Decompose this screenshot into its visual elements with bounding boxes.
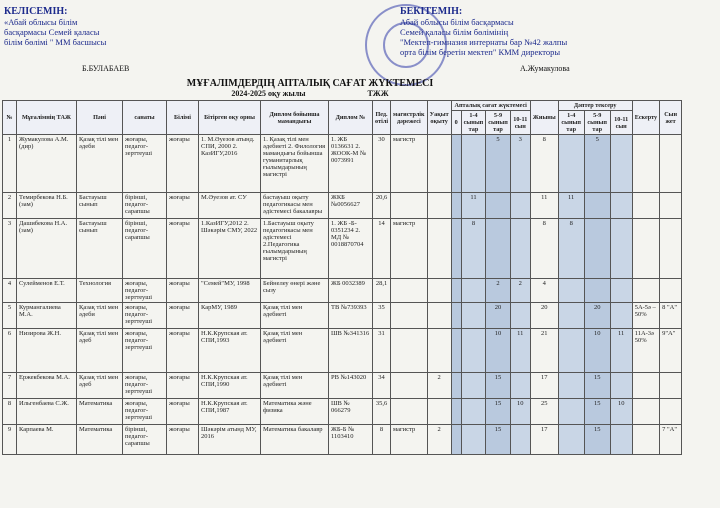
table-row	[3, 373, 682, 399]
cell-a: 11	[461, 193, 486, 219]
cell-z	[451, 329, 461, 373]
cell-mag: магистр	[391, 135, 428, 193]
cell-ped: 31	[373, 329, 391, 373]
cell-cat: жоғары, педагог-зерттеуші	[123, 279, 167, 303]
approval-left-title: КЕЛІСЕМІН:	[4, 6, 68, 17]
cell-x	[660, 373, 682, 399]
cell-e	[584, 193, 610, 219]
cell-f	[610, 219, 632, 279]
cell-c	[510, 425, 530, 455]
cell-edu: жоғары	[167, 279, 199, 303]
cell-ped: 28,1	[373, 279, 391, 303]
cell-name: Ильгенбаева С.Ж.	[17, 399, 77, 425]
cell-n: 4	[3, 279, 17, 303]
approval-right-signer: А.Жумакулова	[520, 64, 570, 73]
cell-n: 7	[3, 373, 17, 399]
cell-spec: 1.Бастауыш оқыту педагогикасы мен әдістемесі 2.Педагогика ғылымдарының магистрі	[261, 219, 329, 279]
cell-note	[632, 135, 659, 193]
cell-name: Сулейменов Е.Т.	[17, 279, 77, 303]
cell-edu: жоғары	[167, 303, 199, 329]
approval-left-line1: «Абай облысы білім	[4, 17, 78, 27]
cell-s: 8	[530, 219, 558, 279]
cell-edu: жоғары	[167, 329, 199, 373]
cell-mag	[391, 303, 428, 329]
col-experience: Пед. өтілі	[373, 101, 391, 135]
cell-f: 11	[610, 329, 632, 373]
table-group-header	[3, 101, 682, 111]
cell-school: Шәкәрім атынд МУ, 2016	[199, 425, 261, 455]
cell-subject: Математика	[77, 399, 123, 425]
cell-a	[461, 135, 486, 193]
cell-s: 20	[530, 303, 558, 329]
approval-left	[4, 6, 154, 47]
cell-z	[451, 135, 461, 193]
cell-d	[558, 425, 584, 455]
col-education: Білімі	[167, 101, 199, 135]
cell-c: 10	[510, 399, 530, 425]
cell-n: 9	[3, 425, 17, 455]
cell-n: 2	[3, 193, 17, 219]
approval-left-signer: Б.БУЛАБАЕВ	[82, 64, 130, 73]
cell-subject: Бастауыш сынып	[77, 219, 123, 279]
cell-spec: Қазақ тілі мен әдебиеті	[261, 373, 329, 399]
col-n-5-9: 5-9 сынып тар	[584, 111, 610, 135]
approval-right-line4: орта білім беретін мектеп" КММ директоры	[400, 47, 561, 57]
group-notebook: Дәптер тексеру	[558, 101, 632, 111]
cell-edu: жоғары	[167, 135, 199, 193]
cell-b: 15	[486, 373, 511, 399]
cell-note	[632, 279, 659, 303]
academic-year: 2024-2025 оқу жылы	[231, 89, 306, 98]
cell-name: Ержекбекова М.А.	[17, 373, 77, 399]
cell-subject: Бастауыш сынып	[77, 193, 123, 219]
cell-n: 1	[3, 135, 17, 193]
cell-mag	[391, 279, 428, 303]
cell-spec: Қазақ тілі мен әдебиеті	[261, 329, 329, 373]
cell-t	[427, 279, 451, 303]
cell-school: "Семей"МУ, 1998	[199, 279, 261, 303]
approval-right-line1: Абай облысы білім басқармасы	[400, 17, 514, 27]
cell-e: 15	[584, 399, 610, 425]
cell-ped: 14	[373, 219, 391, 279]
cell-cat: бірінші, педагог-сарапшы	[123, 219, 167, 279]
cell-a	[461, 303, 486, 329]
cell-dip: ЖБ 0032389	[329, 279, 373, 303]
cell-x: 9"А"	[660, 329, 682, 373]
cell-edu: жоғары	[167, 219, 199, 279]
cell-mag: магистр	[391, 425, 428, 455]
table-row	[3, 303, 682, 329]
cell-school: Н.К.Крупская ат. СПИ,1987	[199, 399, 261, 425]
col-specialty: Диплом бойынша мамандығы	[261, 101, 329, 135]
cell-c	[510, 219, 530, 279]
cell-d	[558, 329, 584, 373]
cell-d: 8	[558, 219, 584, 279]
cell-cat: жоғары, педагог-зерттеуші	[123, 399, 167, 425]
approval-left-line2: басқармасы Семей қаласы	[4, 27, 100, 37]
cell-f: 10	[610, 399, 632, 425]
col-teacher: Мұғалімнің ТАЖ	[17, 101, 77, 135]
cell-b	[486, 193, 511, 219]
col-w-5-9: 5-9 сынып тар	[486, 111, 511, 135]
cell-name: Жумакулова А.М. (дир)	[17, 135, 77, 193]
cell-n: 6	[3, 329, 17, 373]
cell-d: 11	[558, 193, 584, 219]
col-diploma: Диплом №	[329, 101, 373, 135]
col-no: №	[3, 101, 17, 135]
cell-a	[461, 279, 486, 303]
cell-d	[558, 279, 584, 303]
cell-note: 11А-3ә 50%	[632, 329, 659, 373]
cell-s: 17	[530, 373, 558, 399]
cell-name: Темирбекова Н.Б. (зам)	[17, 193, 77, 219]
cell-t	[427, 135, 451, 193]
cell-ped: 30	[373, 135, 391, 193]
cell-f	[610, 373, 632, 399]
cell-dip: 1. ЖБ -Б- 0351234 2. МД № 0018870704	[329, 219, 373, 279]
col-master: магистрлік дәрежесі	[391, 101, 428, 135]
table-row	[3, 135, 682, 193]
cell-a	[461, 425, 486, 455]
cell-b: 10	[486, 329, 511, 373]
cell-name: Карпаева М.	[17, 425, 77, 455]
cell-a	[461, 329, 486, 373]
col-n-10-11: 10-11 сын	[610, 111, 632, 135]
cell-x	[660, 279, 682, 303]
cell-school: 1.КазИГУ,2012 2. Шәкәрім СМУ, 2022	[199, 219, 261, 279]
cell-school: Н.К.Крупская ат. СПИ,1993	[199, 329, 261, 373]
cell-e: 20	[584, 303, 610, 329]
cell-school: 1. М.Әуезов атынд. СПИ, 2000 2. КазИГУ,2016	[199, 135, 261, 193]
page-subtitle	[0, 89, 620, 98]
cell-c: 11	[510, 329, 530, 373]
cell-subject: Қазақ тілі мен әдеби	[77, 135, 123, 193]
cell-n: 5	[3, 303, 17, 329]
cell-edu: жоғары	[167, 399, 199, 425]
cell-b: 5	[486, 135, 511, 193]
cell-dip: 1. ЖБ 0136631 2. ЖООК-М № 0073991	[329, 135, 373, 193]
cell-e	[584, 219, 610, 279]
cell-spec: Математика және физика	[261, 399, 329, 425]
cell-a: 8	[461, 219, 486, 279]
cell-s: 8	[530, 135, 558, 193]
cell-mag	[391, 329, 428, 373]
table-row	[3, 193, 682, 219]
cell-c: 2	[510, 279, 530, 303]
cell-spec: Бейнелеу өнері және сызу	[261, 279, 329, 303]
cell-name: Дашибекова Н.А. (зам)	[17, 219, 77, 279]
cell-ped: 34	[373, 373, 391, 399]
subtitle-right: ТЖЖ	[367, 89, 389, 98]
cell-b: 20	[486, 303, 511, 329]
cell-a	[461, 373, 486, 399]
cell-x	[660, 399, 682, 425]
cell-mag: магистр	[391, 219, 428, 279]
cell-note	[632, 373, 659, 399]
cell-mag	[391, 373, 428, 399]
cell-t	[427, 329, 451, 373]
cell-t	[427, 303, 451, 329]
cell-subject: Қазақ тілі мен әдеби	[77, 303, 123, 329]
cell-b: 15	[486, 399, 511, 425]
table-row	[3, 219, 682, 279]
col-w-1-4: 1-4 сынып тар	[461, 111, 486, 135]
cell-note: 5А-5ә – 50%	[632, 303, 659, 329]
cell-cat: жоғары, педагог-зерттеуші	[123, 373, 167, 399]
approval-right-line3: "Мектеп-гимназия интернаты бар №42 жалпы	[400, 37, 568, 47]
cell-t: 2	[427, 373, 451, 399]
cell-d	[558, 135, 584, 193]
cell-e: 10	[584, 329, 610, 373]
cell-f	[610, 303, 632, 329]
cell-spec: Математика бакалавр	[261, 425, 329, 455]
table-row	[3, 279, 682, 303]
cell-b	[486, 219, 511, 279]
cell-x	[660, 219, 682, 279]
col-note: Ескерту	[632, 101, 659, 135]
cell-school: КарМУ, 1989	[199, 303, 261, 329]
approval-right-line2: Семей қаласы білім бөлімінің	[400, 27, 509, 37]
cell-edu: жоғары	[167, 193, 199, 219]
cell-s: 25	[530, 399, 558, 425]
cell-f	[610, 425, 632, 455]
cell-b: 2	[486, 279, 511, 303]
cell-z	[451, 399, 461, 425]
cell-f	[610, 135, 632, 193]
cell-n: 8	[3, 399, 17, 425]
cell-name: Курмангалиева М.А.	[17, 303, 77, 329]
table-row	[3, 399, 682, 425]
cell-school: Н.К.Крупская ат. СПИ,1990	[199, 373, 261, 399]
cell-x	[660, 193, 682, 219]
cell-z	[451, 373, 461, 399]
cell-note	[632, 425, 659, 455]
col-w-10-11: 10-11 сын	[510, 111, 530, 135]
cell-f	[610, 279, 632, 303]
cell-ped: 20,6	[373, 193, 391, 219]
cell-edu: жоғары	[167, 373, 199, 399]
cell-mag	[391, 399, 428, 425]
cell-d	[558, 373, 584, 399]
cell-s: 11	[530, 193, 558, 219]
cell-spec: Қазақ тілі мен әдебиеті	[261, 303, 329, 329]
cell-z	[451, 193, 461, 219]
cell-edu: жоғары	[167, 425, 199, 455]
cell-cat: жоғары, педагог-зерттеуші	[123, 329, 167, 373]
cell-s: 21	[530, 329, 558, 373]
cell-e: 5	[584, 135, 610, 193]
cell-z	[451, 219, 461, 279]
cell-t	[427, 219, 451, 279]
page-title: МҰҒАЛІМДЕРДІҢ АПТАЛЫҚ САҒАТ ЖҮКТЕМЕСІ	[186, 78, 434, 89]
col-total: Жиыны	[530, 101, 558, 135]
cell-subject: Технология	[77, 279, 123, 303]
cell-cat: бірінші, педагог-сарапшы	[123, 425, 167, 455]
cell-school: М.Әуезов ат. СУ	[199, 193, 261, 219]
cell-z	[451, 303, 461, 329]
cell-mag	[391, 193, 428, 219]
cell-ped: 35	[373, 303, 391, 329]
cell-e	[584, 279, 610, 303]
col-school: Бітірген оқу орны	[199, 101, 261, 135]
cell-b: 15	[486, 425, 511, 455]
approval-right	[400, 6, 620, 57]
cell-cat: бірінші, педагог-сарапшы	[123, 193, 167, 219]
cell-dip: ЖБ-Б № 1103410	[329, 425, 373, 455]
cell-name: Низирова Ж.Н.	[17, 329, 77, 373]
cell-dip: РВ №143020	[329, 373, 373, 399]
cell-f	[610, 193, 632, 219]
cell-c	[510, 193, 530, 219]
cell-x: 7 "А"	[660, 425, 682, 455]
approval-right-title: БЕКІТЕМІН:	[400, 6, 463, 17]
cell-subject: Математика	[77, 425, 123, 455]
cell-spec: бастауыш оқыту педагогикасы мен әдістемесі бакалавры	[261, 193, 329, 219]
cell-ped: 8	[373, 425, 391, 455]
cell-note	[632, 193, 659, 219]
cell-e: 15	[584, 373, 610, 399]
cell-note	[632, 399, 659, 425]
cell-t	[427, 399, 451, 425]
cell-t: 2	[427, 425, 451, 455]
col-time: Уақыт оқыту	[427, 101, 451, 135]
col-n-1-4: 1-4 сынып тар	[558, 111, 584, 135]
approval-left-line3: білім бөлімі " ММ басшысы	[4, 37, 107, 47]
cell-z	[451, 425, 461, 455]
cell-cat: жоғары, педагог-зерттеуші	[123, 135, 167, 193]
cell-s: 4	[530, 279, 558, 303]
cell-c	[510, 303, 530, 329]
cell-t	[427, 193, 451, 219]
cell-dip: ШВ № 066279	[329, 399, 373, 425]
cell-n: 3	[3, 219, 17, 279]
cell-dip: ШВ №341316	[329, 329, 373, 373]
cell-subject: Қазақ тілі мен әдеб	[77, 329, 123, 373]
cell-x	[660, 135, 682, 193]
cell-s: 17	[530, 425, 558, 455]
col-category: санаты	[123, 101, 167, 135]
col-zero: 0	[451, 111, 461, 135]
table-row	[3, 329, 682, 373]
cell-subject: Қазақ тілі мен әдеб	[77, 373, 123, 399]
cell-c: 3	[510, 135, 530, 193]
table-row	[3, 425, 682, 455]
col-class: Сын жет	[660, 101, 682, 135]
cell-note	[632, 219, 659, 279]
cell-a	[461, 399, 486, 425]
cell-ped: 35,6	[373, 399, 391, 425]
cell-z	[451, 279, 461, 303]
col-subject: Пәні	[77, 101, 123, 135]
cell-c	[510, 373, 530, 399]
cell-dip: ТВ №739393	[329, 303, 373, 329]
cell-d	[558, 303, 584, 329]
cell-x: 8 "А"	[660, 303, 682, 329]
cell-d	[558, 399, 584, 425]
workload-table	[2, 100, 682, 455]
cell-e: 15	[584, 425, 610, 455]
cell-dip: ЖКБ №0056627	[329, 193, 373, 219]
cell-spec: 1. Қазақ тілі мен әдебиеті 2. Филология мамандығы бойынша гуманитарлық ғылымдарының магистрі	[261, 135, 329, 193]
group-weekly: Апталық сағат жүктемесі	[451, 101, 530, 111]
cell-cat: жоғары, педагог-зерттеуші	[123, 303, 167, 329]
